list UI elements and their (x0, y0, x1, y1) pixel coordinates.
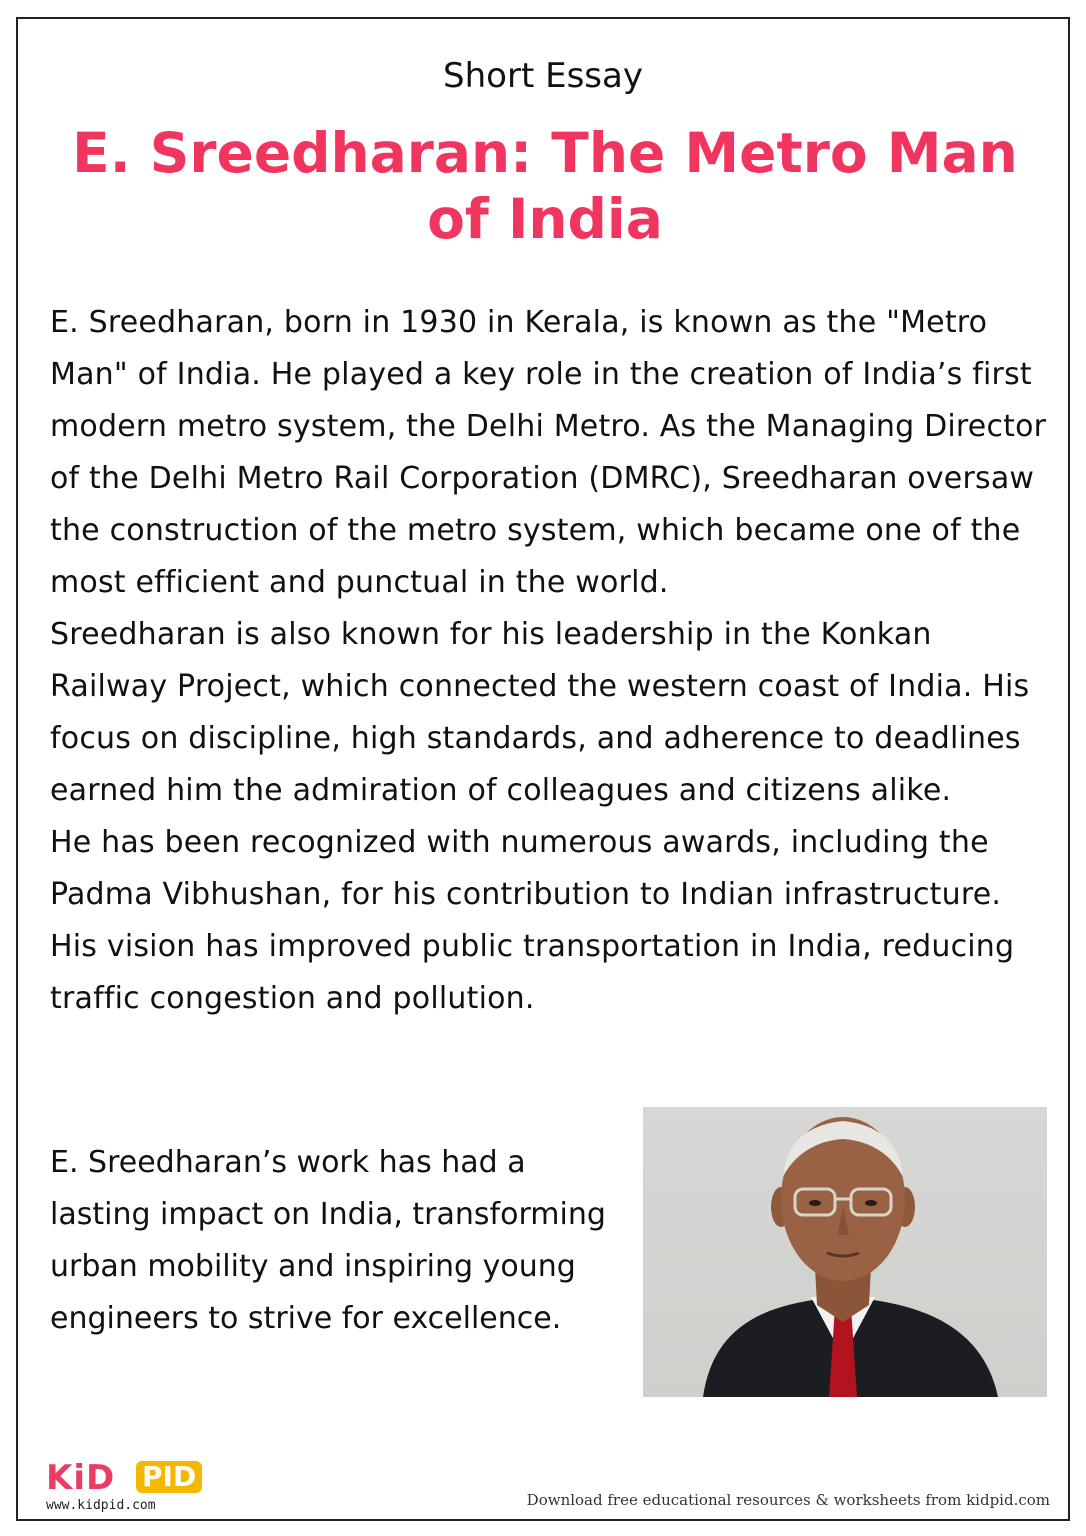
kidpid-logo (46, 1458, 206, 1498)
essay-paragraph: Sreedharan is also known for his leadership in the Konkan Railway Project, which connected the western coast of India. His focus on discipline, high standards, and adherence to deadlines earned him the admiration of colleagues and citizens alike. (50, 617, 1030, 808)
essay-paragraph: He has been recognized with numerous awards, including the Padma Vibhushan, for his contribution to Indian infrastructure. His vision has improved public transportation in India, reducing traffic congestion and pollution. (50, 825, 1015, 1016)
footer-note: Download free educational resources & worksheets from kidpid.com (526, 1491, 1050, 1509)
logo-text-kid: KiD (46, 1458, 116, 1498)
essay-paragraph: E. Sreedharan, born in 1930 in Kerala, is known as the "Metro Man" of India. He played a key role in the creation of India’s first modern metro system, the Delhi Metro. As the Managing Director of the Delhi Metro Rail Corporation (DMRC), Sreedharan oversaw the construction of the metro system, which became one of the most efficient and punctual in the world. (50, 305, 1047, 600)
portrait-photo (643, 1107, 1047, 1397)
logo-url: www.kidpid.com (46, 1498, 156, 1513)
portrait-illustration (643, 1107, 1047, 1397)
essay-body (50, 297, 1050, 1025)
page-title: E. Sreedharan: The Metro Man of India (72, 121, 1018, 251)
page-subtitle: Short Essay (443, 56, 643, 96)
essay-paragraph: E. Sreedharan’s work has had a lasting impact on India, transforming urban mobility and inspiring young engineers to strive for excellence. (50, 1145, 606, 1336)
logo-text-pid: PID (136, 1461, 202, 1493)
